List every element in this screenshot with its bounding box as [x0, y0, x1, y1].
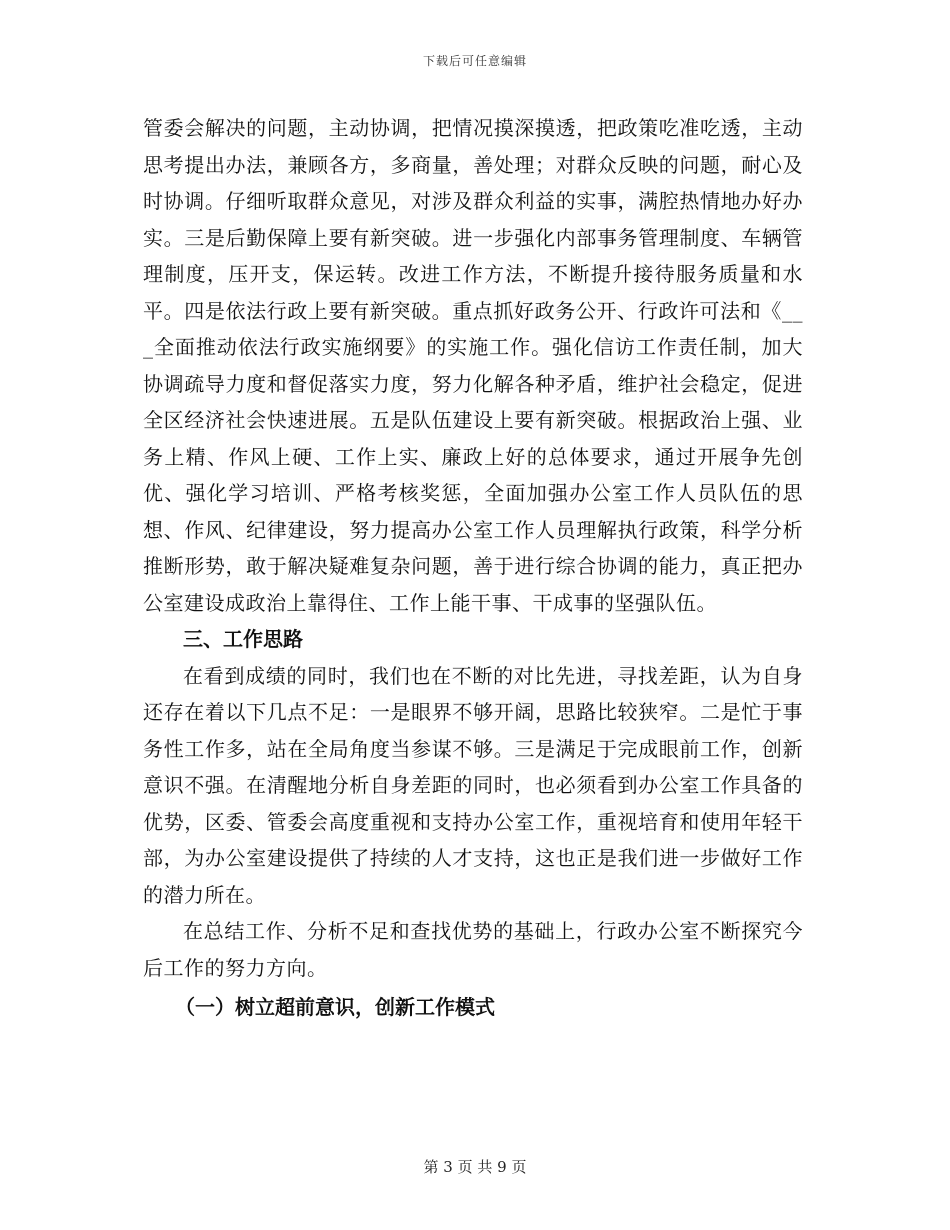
page-header: 下载后可任意编辑 [422, 54, 527, 68]
body-paragraph-shortcomings: 在看到成绩的同时，我们也在不断的对比先进，寻找差距，认为自身还存在着以下几点不足：一是眼界不够开阔，思路比较狭窄。二是忙于事务性工作多，站在全局角度当参谋不够。三是满足于完成眼前工作，创新意识不强。在清醒地分析自身差距的同时，也必须看到办公室工作具备的优势，区委、管委会高度重视和支持办公室工作，重视培育和使用年轻干部，为办公室建设提供了持续的人才支持，这也正是我们进一步做好工作的潜力所在。 [143, 663, 803, 907]
subsection-heading-1: （一）树立超前意识，创新工作模式 [175, 995, 495, 1019]
body-paragraph-direction: 在总结工作、分析不足和查找优势的基础上，行政办公室不断探究今后工作的努力方向。 [143, 919, 803, 980]
body-paragraph-continued: 管委会解决的问题，主动协调，把情况摸深摸透，把政策吃准吃透，主动思考提出办法，兼顾各方，多商量，善处理；对群众反映的问题，耐心及时协调。仔细听取群众意见，对涉及群众利益的实事，满腔热情地办好办实。三是后勤保障上要有新突破。进一步强化内部事务管理制度、车辆管理制度，压开支，保运转。改进工作方法，不断提升接待服务质量和水平。四是依法行政上要有新突破。重点抓好政务公开、行政许可法和《___全面推动依法行政实施纲要》的实施工作。强化信访工作责任制，加大协调疏导力度和督促落实力度，努力化解各种矛盾，维护社会稳定，促进全区经济社会快速进展。五是队伍建设上要有新突破。根据政治上强、业务上精、作风上硬、工作上实、廉政上好的总体要求，通过开展争先创优、强化学习培训、严格考核奖惩，全面加强办公室工作人员队伍的思想、作风、纪律建设，努力提高办公室工作人员理解执行政策，科学分析推断形势，敢于解决疑难复杂问题，善于进行综合协调的能力，真正把办公室建设成政治上靠得住、工作上能干事、干成事的坚强队伍。 [143, 116, 803, 615]
page-number-footer: 第 3 页 共 9 页 [423, 1158, 527, 1176]
document-body [143, 110, 803, 1026]
section-heading-work-ideas: 三、工作思路 [183, 627, 303, 651]
